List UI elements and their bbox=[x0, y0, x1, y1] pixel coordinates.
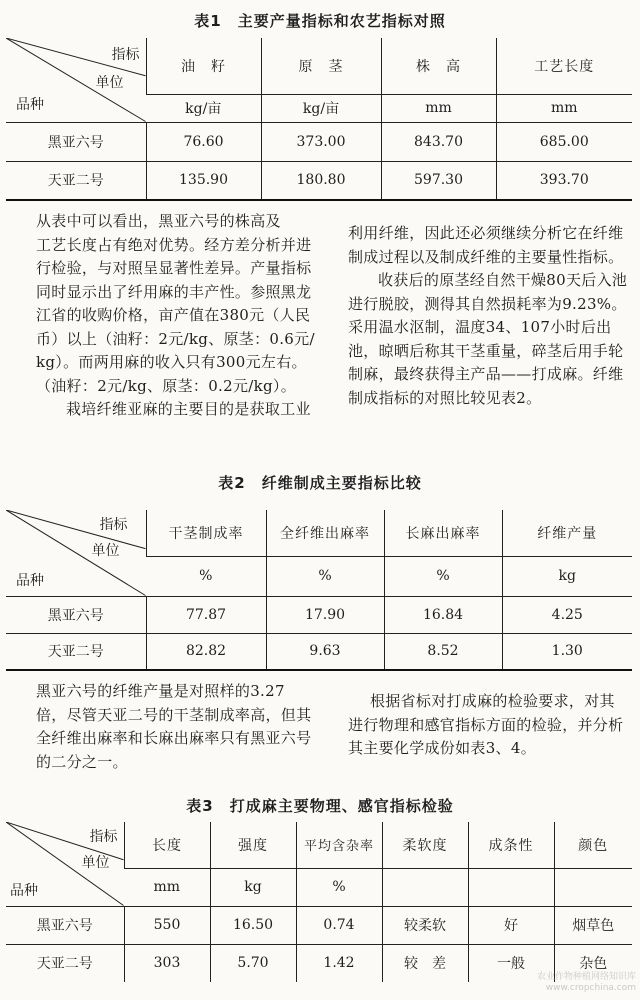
row-variety: 黑亚六号 bbox=[6, 122, 146, 161]
table-cell: 16.84 bbox=[384, 596, 502, 633]
table-cell: 180.80 bbox=[261, 161, 381, 200]
body-text-left-2 bbox=[36, 680, 311, 774]
column-unit: mm bbox=[124, 868, 210, 906]
text-line: 栽培纤维亚麻的主要目的是获取工业 bbox=[66, 400, 311, 418]
watermark-line: 农业作物种植网络知识库 bbox=[536, 972, 636, 982]
table-row bbox=[6, 596, 632, 633]
text-line: 江省的收购价格，亩产值在380元（人民 bbox=[36, 306, 311, 324]
table-cell: 8.52 bbox=[384, 633, 502, 670]
table-cell: 较柔软 bbox=[382, 906, 468, 944]
column-unit bbox=[554, 868, 632, 906]
body-text-left-1 bbox=[36, 210, 315, 422]
table-cell: 烟草色 bbox=[554, 906, 632, 944]
column-header: 株 高 bbox=[381, 38, 496, 94]
table-row bbox=[6, 161, 632, 200]
row-variety: 黑亚六号 bbox=[6, 906, 124, 944]
column-unit: mm bbox=[496, 94, 632, 122]
table-cell: 77.87 bbox=[146, 596, 266, 633]
text-line: 全纤维出麻率和长麻出麻率只有黑亚六号 bbox=[36, 729, 312, 747]
text-line: kg）。而两用麻的收入只有300元左右。 bbox=[36, 353, 307, 371]
column-header: 干茎制成率 bbox=[146, 510, 266, 556]
header-indicator-label: 指标 bbox=[89, 829, 118, 845]
column-unit: % bbox=[146, 556, 266, 596]
column-unit: % bbox=[266, 556, 384, 596]
text-line: 收获后的原茎经自然干燥80天后入池 bbox=[378, 271, 628, 289]
text-line: 进行脱胶，测得其自然损耗率为9.23%。 bbox=[348, 294, 627, 313]
table-cell: 843.70 bbox=[381, 122, 496, 161]
header-variety-label: 品种 bbox=[16, 572, 44, 589]
text-line: 采用温水沤制，温度34、107小时后出 bbox=[348, 318, 612, 336]
column-unit: kg/亩 bbox=[146, 94, 261, 122]
text-line: 其主要化学成份如表3、4。 bbox=[348, 739, 536, 757]
table-row bbox=[6, 122, 632, 161]
table3-header-diagonal-cell bbox=[6, 822, 124, 906]
table-cell: 1.30 bbox=[502, 633, 632, 670]
table-cell: 303 bbox=[124, 944, 210, 982]
column-header: 长麻出麻率 bbox=[384, 510, 502, 556]
header-unit-label: 单位 bbox=[95, 75, 124, 91]
text-line: 池，晾晒后称其干茎重量，碎茎后用手轮 bbox=[348, 341, 624, 360]
table-cell: 685.00 bbox=[496, 122, 632, 161]
text-line: 从表中可以看出，黑亚六号的株高及 bbox=[36, 212, 281, 230]
table1-caption: 表1 主要产量指标和农艺指标对照 bbox=[194, 12, 446, 30]
table3-caption: 表3 打成麻主要物理、感官指标检验 bbox=[186, 797, 454, 815]
table-cell: 76.60 bbox=[146, 122, 261, 161]
text-line: 根据省标对打成麻的检验要求，对其 bbox=[370, 692, 615, 710]
header-unit-label: 单位 bbox=[91, 543, 120, 559]
text-line: 制成过程以及制成纤维的主要量性指标。 bbox=[348, 247, 624, 266]
table-cell: 597.30 bbox=[381, 161, 496, 200]
text-line: 币）以上（油籽：2元/kg、原茎：0.6元/ bbox=[36, 329, 315, 348]
row-variety: 天亚二号 bbox=[6, 633, 146, 670]
header-indicator-label: 指标 bbox=[111, 47, 140, 63]
table-cell: 550 bbox=[124, 906, 210, 944]
column-header: 强度 bbox=[210, 822, 296, 868]
table-row bbox=[6, 633, 632, 670]
table2-header-diagonal-cell bbox=[6, 510, 146, 596]
table-cell: 4.25 bbox=[502, 596, 632, 633]
table2-caption: 表2 纤维制成主要指标比较 bbox=[218, 474, 422, 492]
table-cell: 393.70 bbox=[496, 161, 632, 200]
column-unit: kg/亩 bbox=[261, 94, 381, 122]
text-line: 同时显示出了纤用麻的丰产性。参照黑龙 bbox=[36, 282, 312, 301]
column-header: 柔软度 bbox=[382, 822, 468, 868]
table-cell: 5.70 bbox=[210, 944, 296, 982]
table-cell: 17.90 bbox=[266, 596, 384, 633]
text-line: 工艺长度占有绝对优势。经方差分析并进 bbox=[36, 235, 312, 254]
column-unit: kg bbox=[502, 556, 632, 596]
column-unit: % bbox=[384, 556, 502, 596]
table2 bbox=[6, 510, 632, 670]
row-variety: 天亚二号 bbox=[6, 161, 146, 200]
header-unit-label: 单位 bbox=[81, 855, 110, 871]
text-line: 进行物理和感官指标方面的检验，并分析 bbox=[348, 715, 624, 734]
table-cell: 135.90 bbox=[146, 161, 261, 200]
table-cell: 16.50 bbox=[210, 906, 296, 944]
column-unit bbox=[382, 868, 468, 906]
table-cell: 好 bbox=[468, 906, 554, 944]
header-indicator-label: 指标 bbox=[99, 517, 128, 533]
column-unit: % bbox=[296, 868, 382, 906]
row-variety: 天亚二号 bbox=[6, 944, 124, 982]
table3 bbox=[6, 822, 632, 982]
table1 bbox=[6, 38, 632, 200]
row-variety: 黑亚六号 bbox=[6, 596, 146, 633]
column-header: 油 籽 bbox=[146, 38, 261, 94]
text-line: 制成指标的对照比较见表2。 bbox=[348, 388, 542, 407]
body-text-right-2 bbox=[348, 690, 623, 761]
column-header: 成条性 bbox=[468, 822, 554, 868]
watermark-line: www.cropchina.com bbox=[545, 983, 636, 993]
column-header: 全纤维出麻率 bbox=[266, 510, 384, 556]
text-line: 制麻，最终获得主产品——打成麻。纤维 bbox=[348, 365, 624, 383]
text-line: 利用纤维，因此还必须继续分析它在纤维 bbox=[348, 224, 624, 242]
column-header: 颜色 bbox=[554, 822, 632, 868]
watermark bbox=[537, 972, 636, 994]
text-line: 黑亚六号的纤维产量是对照样的3.27 bbox=[36, 682, 285, 700]
text-line: 行检验，与对照呈显著性差异。产量指标 bbox=[36, 259, 312, 277]
table-cell: 杂色 bbox=[554, 944, 632, 982]
table1-header-diagonal-cell bbox=[6, 38, 146, 122]
column-header: 长度 bbox=[124, 822, 210, 868]
column-header: 工艺长度 bbox=[496, 38, 632, 94]
table-cell: 82.82 bbox=[146, 633, 266, 670]
table-cell: 较 差 bbox=[382, 944, 468, 982]
column-unit: kg bbox=[210, 868, 296, 906]
text-line: 倍，尽管天亚二号的干茎制成率高，但其 bbox=[36, 705, 312, 724]
table-cell: 0.74 bbox=[296, 906, 382, 944]
table-cell: 9.63 bbox=[266, 633, 384, 670]
column-unit bbox=[468, 868, 554, 906]
table-cell: 1.42 bbox=[296, 944, 382, 982]
column-unit: mm bbox=[381, 94, 496, 122]
header-variety-label: 品种 bbox=[16, 96, 44, 113]
column-header: 原 茎 bbox=[261, 38, 381, 94]
text-line: 的二分之一。 bbox=[36, 752, 128, 771]
table-cell: 373.00 bbox=[261, 122, 381, 161]
column-header: 纤维产量 bbox=[502, 510, 632, 556]
table-cell: 一般 bbox=[468, 944, 554, 982]
table-row bbox=[6, 906, 632, 944]
header-variety-label: 品种 bbox=[10, 882, 38, 899]
column-header: 平均含杂率 bbox=[296, 822, 382, 868]
text-line: （油籽：2元/kg、原茎：0.2元/kg）。 bbox=[36, 376, 296, 395]
body-text-right-1 bbox=[348, 222, 627, 410]
